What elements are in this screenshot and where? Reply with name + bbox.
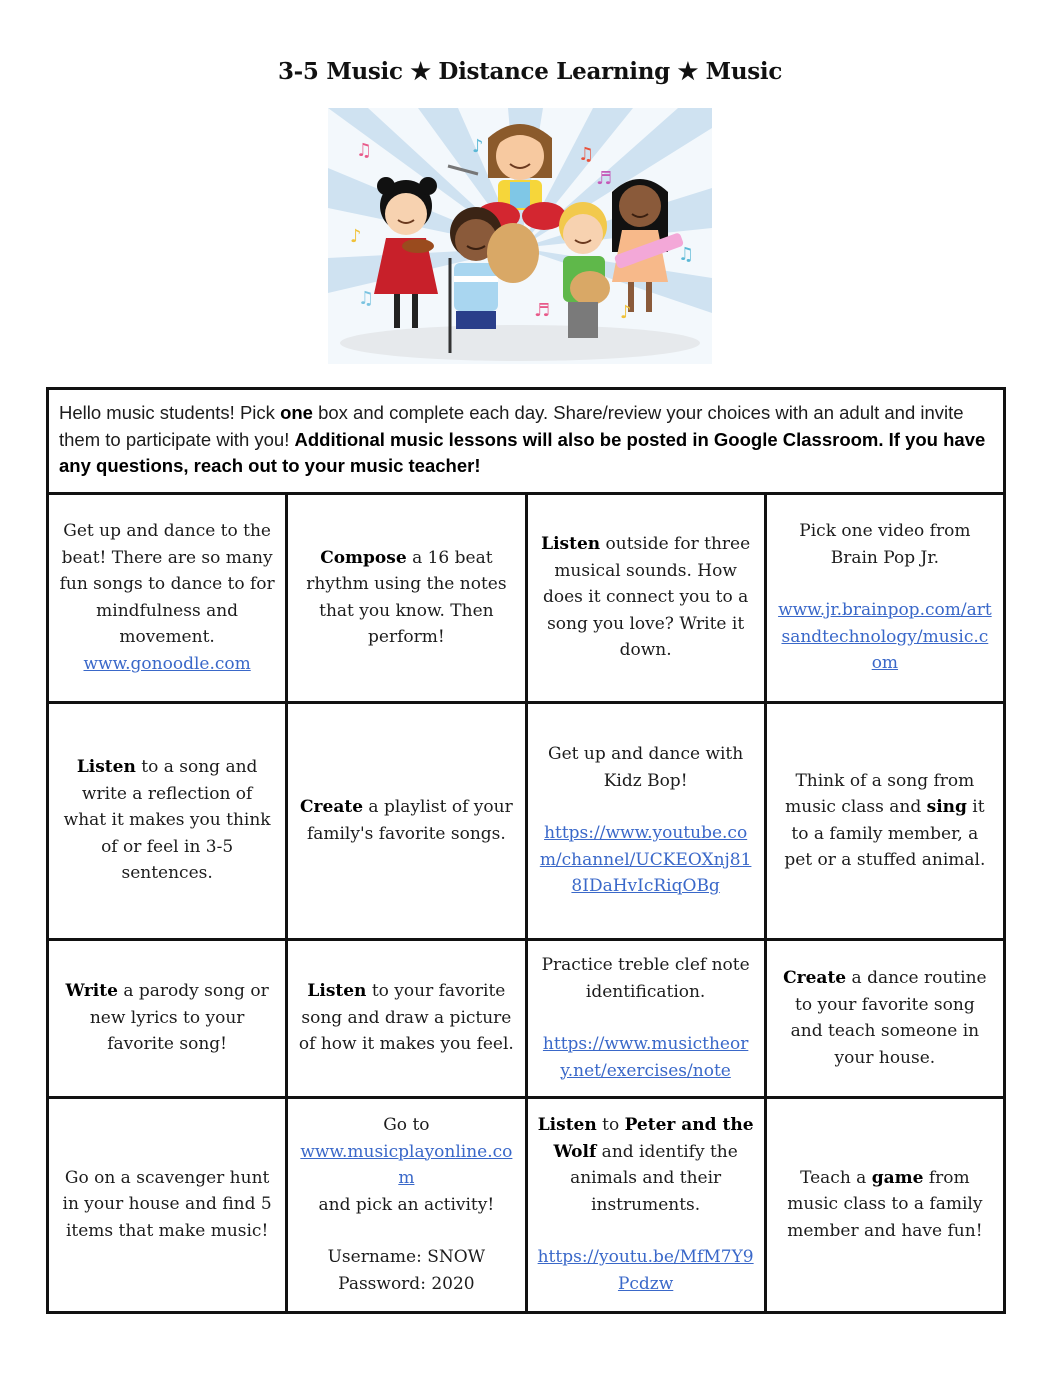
- gonoodle-link[interactable]: www.gonoodle.com: [83, 653, 251, 674]
- cell-text: to: [596, 1115, 625, 1135]
- cell-keyword: Create: [783, 968, 847, 988]
- svg-text:♫: ♫: [358, 288, 375, 309]
- intro-bold-note: Additional music lessons will also be posted in Google Classroom. If you have any questions, reach out to your music teacher!: [59, 428, 986, 476]
- cell-keyword: Listen: [537, 1115, 597, 1135]
- cell-keyword: Create: [300, 797, 364, 817]
- intro-row: [48, 389, 1005, 494]
- cell-text: Practice treble clef note identification.: [541, 955, 750, 1002]
- cell-keyword: Write: [65, 981, 118, 1002]
- board-row-3: [48, 939, 1005, 1097]
- svg-text:♫: ♫: [678, 244, 695, 265]
- cell-brainpop: [765, 493, 1004, 702]
- intro-part-1: Hello music students! Pick: [59, 402, 281, 423]
- cell-scavenger-hunt: [48, 1097, 287, 1312]
- cell-keyword: Listen: [307, 981, 367, 1002]
- kidz-bop-link[interactable]: https://www.youtube.com/channel/UCKEOXnj818IDaHvIcRiqOBg: [539, 823, 752, 897]
- cell-musicplayonline: [287, 1097, 526, 1312]
- intro-bold-one: one: [280, 402, 313, 423]
- cell-keyword: Listen: [76, 757, 136, 778]
- cell-treble-clef: [526, 939, 765, 1097]
- cell-text: a parody song or new lyrics to your favorite song!: [89, 981, 269, 1055]
- cell-keyword: game: [871, 1167, 924, 1188]
- cell-listen-draw: [287, 939, 526, 1097]
- cell-text: to a song and write a reflection of what it makes you think of or feel in 3-5 sentences.: [63, 757, 271, 884]
- cell-keyword: Listen: [541, 534, 601, 555]
- board-row-2: [48, 702, 1005, 939]
- kids-band-illustration: [328, 108, 712, 364]
- cell-text: it to a family member, a pet or a stuffed animal.: [784, 797, 986, 870]
- cell-listen-reflection: [48, 702, 287, 939]
- cell-text: Pick one video from Brain Pop Jr.: [799, 521, 971, 568]
- cell-keyword: Peter and the Wolf: [553, 1115, 754, 1162]
- svg-text:♪: ♪: [472, 136, 484, 157]
- username-text: Username: SNOW: [327, 1247, 486, 1267]
- svg-text:♬: ♬: [596, 168, 613, 189]
- cell-peter-wolf: [526, 1097, 765, 1312]
- choice-board: [46, 387, 1006, 1314]
- password-text: Password: 2020: [338, 1273, 475, 1294]
- cell-text: outside for three musical sounds. How does it connect you to a song you love? Write it down.: [543, 534, 751, 661]
- svg-text:♫: ♫: [356, 140, 373, 161]
- cell-text: from music class to a family member and have fun!: [787, 1167, 983, 1241]
- intro-text: [48, 389, 1005, 494]
- intro-part-2: box and complete each day. Share/review your choices with an adult and invite them to participate with you!: [59, 402, 964, 450]
- svg-text:♬: ♬: [534, 300, 551, 321]
- cell-sing: [765, 702, 1004, 939]
- cell-dance-routine: [765, 939, 1004, 1097]
- cell-text: Get up and dance to the beat! There are so many fun songs to dance to for mindfulness and movement.: [59, 521, 275, 647]
- peter-wolf-link[interactable]: https://youtu.be/MfM7Y9Pcdzw: [537, 1247, 754, 1294]
- cell-text: a playlist of your family's favorite songs.: [306, 797, 513, 844]
- cell-keyword: sing: [926, 797, 967, 817]
- cell-create-playlist: [287, 702, 526, 939]
- cell-listen-outside: [526, 493, 765, 702]
- cell-dance-gonoodle: [48, 493, 287, 702]
- svg-text:♫: ♫: [578, 144, 595, 165]
- musicplayonline-link[interactable]: www.musicplayonline.com: [300, 1141, 513, 1188]
- cell-write-parody: [48, 939, 287, 1097]
- cell-text: a dance routine to your favorite song and teach someone in your house.: [790, 968, 987, 1068]
- svg-text:♪: ♪: [350, 226, 362, 247]
- brainpop-link[interactable]: www.jr.brainpop.com/artsandtechnology/music.com: [778, 600, 992, 674]
- cell-text: Go to: [383, 1115, 430, 1135]
- cell-kidz-bop: [526, 702, 765, 939]
- svg-text:♪: ♪: [620, 302, 632, 323]
- cell-text: and pick an activity!: [318, 1194, 495, 1215]
- cell-text: Get up and dance with Kidz Bop!: [548, 744, 744, 791]
- cell-text: Go on a scavenger hunt in your house and find 5 items that make music!: [62, 1167, 272, 1241]
- cell-compose: [287, 493, 526, 702]
- cell-text: Think of a song from music class and: [785, 770, 975, 817]
- page-title: 3-5 Music ★ Distance Learning ★ Music: [277, 58, 783, 85]
- board-row-4: [48, 1097, 1005, 1312]
- board-row-1: [48, 493, 1005, 702]
- cell-keyword: Compose: [320, 547, 407, 568]
- cell-teach-game: [765, 1097, 1004, 1312]
- cell-text: to your favorite song and draw a picture of how it makes you feel.: [298, 981, 514, 1055]
- cell-text: Teach a: [800, 1167, 872, 1188]
- cell-text: and identify the animals and their instruments.: [570, 1141, 738, 1215]
- cell-text: a 16 beat rhythm using the notes that you know. Then perform!: [306, 547, 507, 647]
- musictheory-link[interactable]: https://www.musictheory.net/exercises/note: [542, 1034, 749, 1081]
